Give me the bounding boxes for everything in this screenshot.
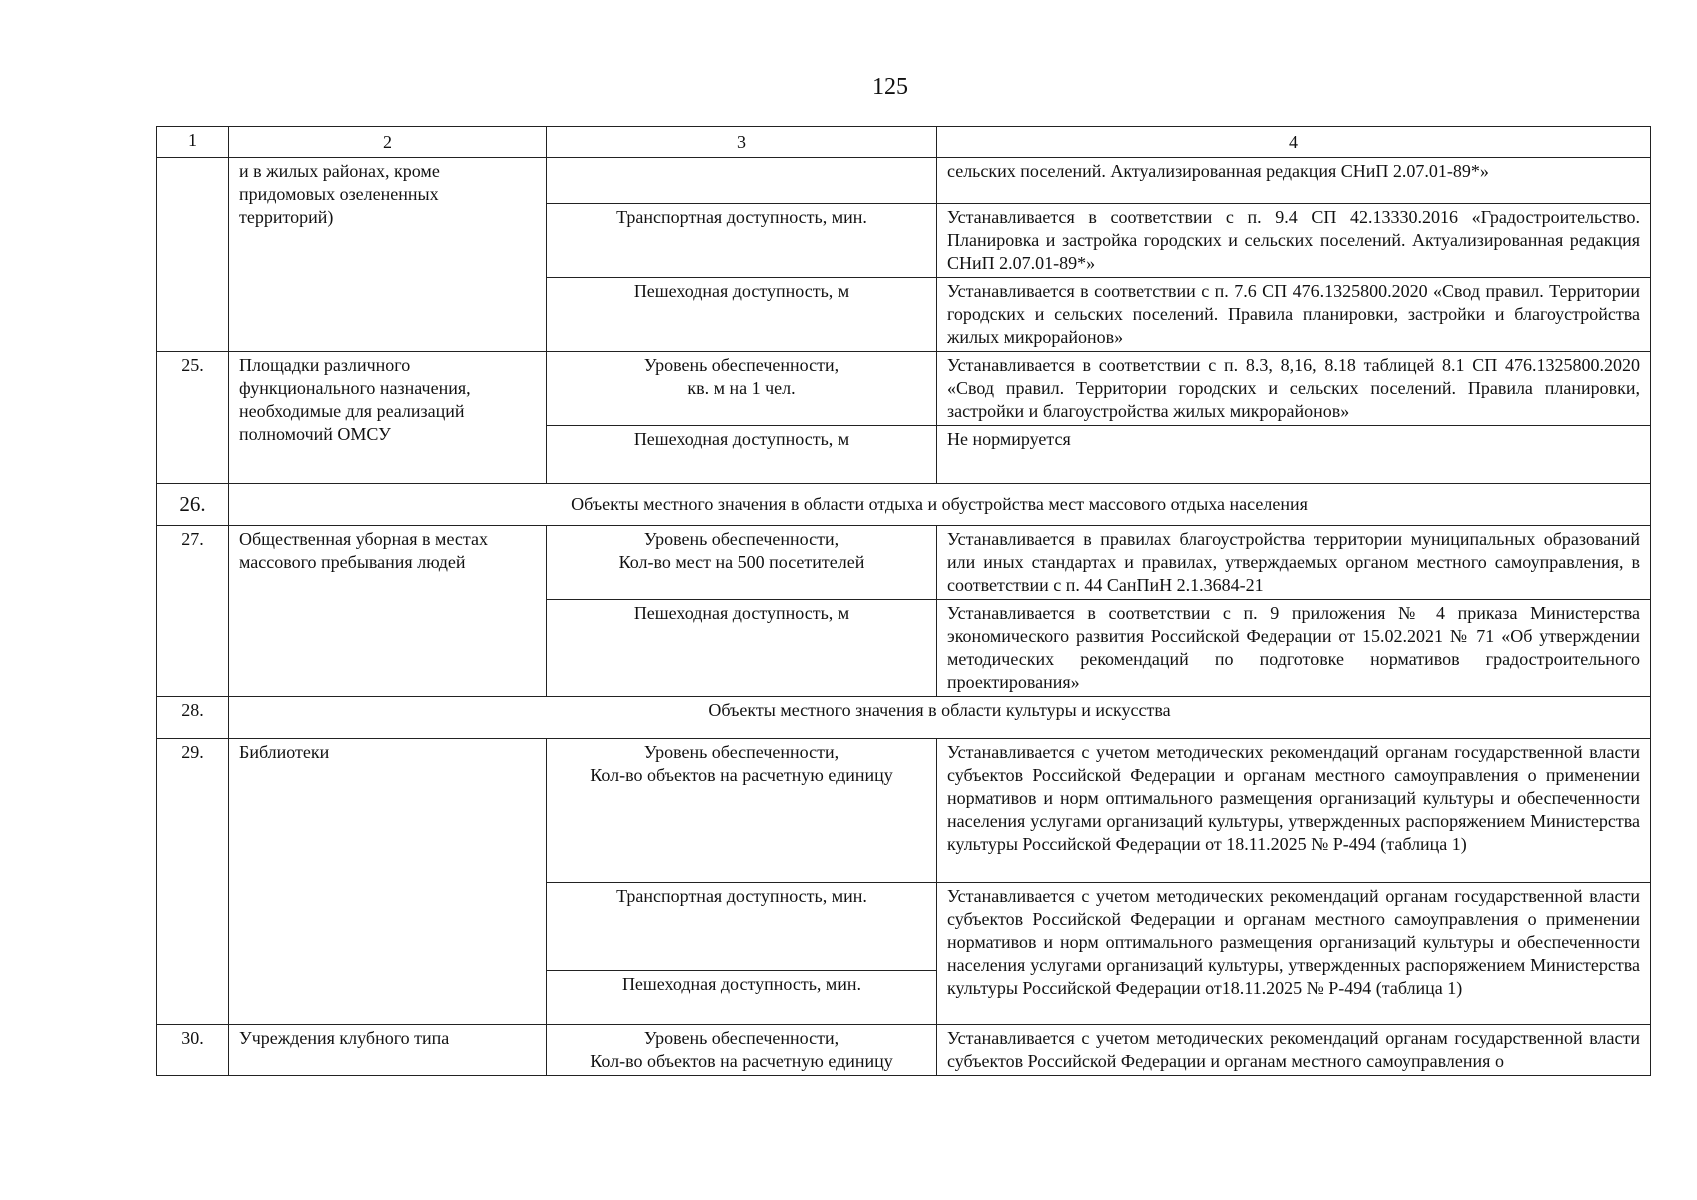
object-name-cell: и в жилых районах, кроме придомовых озелененных территорий) xyxy=(229,158,547,352)
indicator-line: Уровень обеспеченности, xyxy=(643,355,840,375)
header-row xyxy=(157,127,1651,158)
norm-cell: сельских поселений. Актуализированная редакция СНиП 2.07.01-89*» xyxy=(937,158,1651,204)
row-number-cell: 27. xyxy=(157,526,229,697)
table-row xyxy=(157,739,1651,883)
indicator-cell: Транспортная доступность, мин. xyxy=(547,883,937,971)
norm-cell: Устанавливается в соответствии с п. 7.6 СП 476.1325800.2020 «Свод правил. Территории городских и сельских поселений. Правила планировки, застройки и благоустройства жилых микрорайонов» xyxy=(937,278,1651,352)
indicator-line: Уровень обеспеченности, xyxy=(643,529,840,549)
row-number-cell: 26. xyxy=(157,484,229,526)
indicator-cell: Пешеходная доступность, м xyxy=(547,426,937,484)
norm-cell: Устанавливается с учетом методических рекомендаций органам государственной власти субъектов Российской Федерации и органам местного самоуправления о применении нормативов и норм оптимального размещения организаций культуры и обеспеченности населения услугами организаций культуры, утвержденных распоряжением Министерства культуры Российской Федерации от 18.11.2025 № Р-494 (таблица 1) xyxy=(937,739,1651,883)
row-number-cell: 25. xyxy=(157,352,229,484)
norm-cell: Не нормируется xyxy=(937,426,1651,484)
indicator-line: Кол-во объектов на расчетную единицу xyxy=(590,1051,893,1071)
indicator-cell xyxy=(547,526,937,600)
section-title: Объекты местного значения в области культуры и искусства xyxy=(229,697,1651,739)
section-row xyxy=(157,484,1651,526)
indicator-line: кв. м на 1 чел. xyxy=(687,378,796,398)
object-name-cell: Общественная уборная в местах массового пребывания людей xyxy=(229,526,547,697)
table-row xyxy=(157,352,1651,426)
table-row xyxy=(157,526,1651,600)
indicator-cell xyxy=(547,352,937,426)
indicator-cell: Пешеходная доступность, мин. xyxy=(547,971,937,1025)
indicator-line: Кол-во мест на 500 посетителей xyxy=(618,552,865,572)
object-name-cell: Площадки различного функционального назначения, необходимые для реализаций полномочий ОМСУ xyxy=(229,352,547,484)
object-name-cell: Библиотеки xyxy=(229,739,547,1025)
row-number-cell xyxy=(157,158,229,352)
page-number: 125 xyxy=(872,74,908,100)
norm-cell: Устанавливается с учетом методических рекомендаций органам государственной власти субъектов Российской Федерации и органам местного самоуправления о xyxy=(937,1025,1651,1076)
header-cell: 2 xyxy=(229,127,547,158)
object-name-cell: Учреждения клубного типа xyxy=(229,1025,547,1076)
indicator-line: Уровень обеспеченности, xyxy=(643,1028,840,1048)
indicator-cell: Пешеходная доступность, м xyxy=(547,278,937,352)
indicator-line: Кол-во объектов на расчетную единицу xyxy=(590,765,893,785)
norm-cell: Устанавливается в соответствии с п. 9 приложения № 4 приказа Министерства экономического развития Российской Федерации от 15.02.2021 № 71 «Об утверждении методических рекомендаций по подготовке нормативов градостроительного проектирования» xyxy=(937,600,1651,697)
indicator-cell xyxy=(547,739,937,883)
norm-cell: Устанавливается в правилах благоустройства территории муниципальных образований или иных стандартах и правилах, утверждаемых органом местного самоуправления, в соответствии с п. 44 СанПиН 2.1.3684-21 xyxy=(937,526,1651,600)
header-cell: 4 xyxy=(937,127,1651,158)
header-cell: 1 xyxy=(157,127,229,158)
row-number-cell: 28. xyxy=(157,697,229,739)
norm-cell: Устанавливается с учетом методических рекомендаций органам государственной власти субъектов Российской Федерации и органам местного самоуправления о применении нормативов и норм оптимального размещения организаций культуры и обеспеченности населения услугами организаций культуры, утвержденных распоряжением Министерства культуры Российской Федерации от18.11.2025 № Р-494 (таблица 1) xyxy=(937,883,1651,1025)
norm-cell: Устанавливается в соответствии с п. 8.3, 8,16, 8.18 таблицей 8.1 СП 476.1325800.2020 «Свод правил. Территории городских и сельских поселений. Правила планировки, застройки и благоустройства жилых микрорайонов» xyxy=(937,352,1651,426)
table-row xyxy=(157,1025,1651,1076)
indicator-cell xyxy=(547,1025,937,1076)
header-cell: 3 xyxy=(547,127,937,158)
normatives-table xyxy=(156,126,1651,1076)
section-row xyxy=(157,697,1651,739)
norm-cell: Устанавливается в соответствии с п. 9.4 СП 42.13330.2016 «Градостроительство. Планировка и застройка городских и сельских поселений. Актуализированная редакция СНиП 2.07.01-89*» xyxy=(937,204,1651,278)
indicator-cell: Пешеходная доступность, м xyxy=(547,600,937,697)
table-row xyxy=(157,158,1651,204)
section-title: Объекты местного значения в области отдыха и обустройства мест массового отдыха населения xyxy=(229,484,1651,526)
row-number-cell: 29. xyxy=(157,739,229,1025)
indicator-cell xyxy=(547,158,937,204)
row-number-cell: 30. xyxy=(157,1025,229,1076)
indicator-line: Уровень обеспеченности, xyxy=(643,742,840,762)
indicator-cell: Транспортная доступность, мин. xyxy=(547,204,937,278)
